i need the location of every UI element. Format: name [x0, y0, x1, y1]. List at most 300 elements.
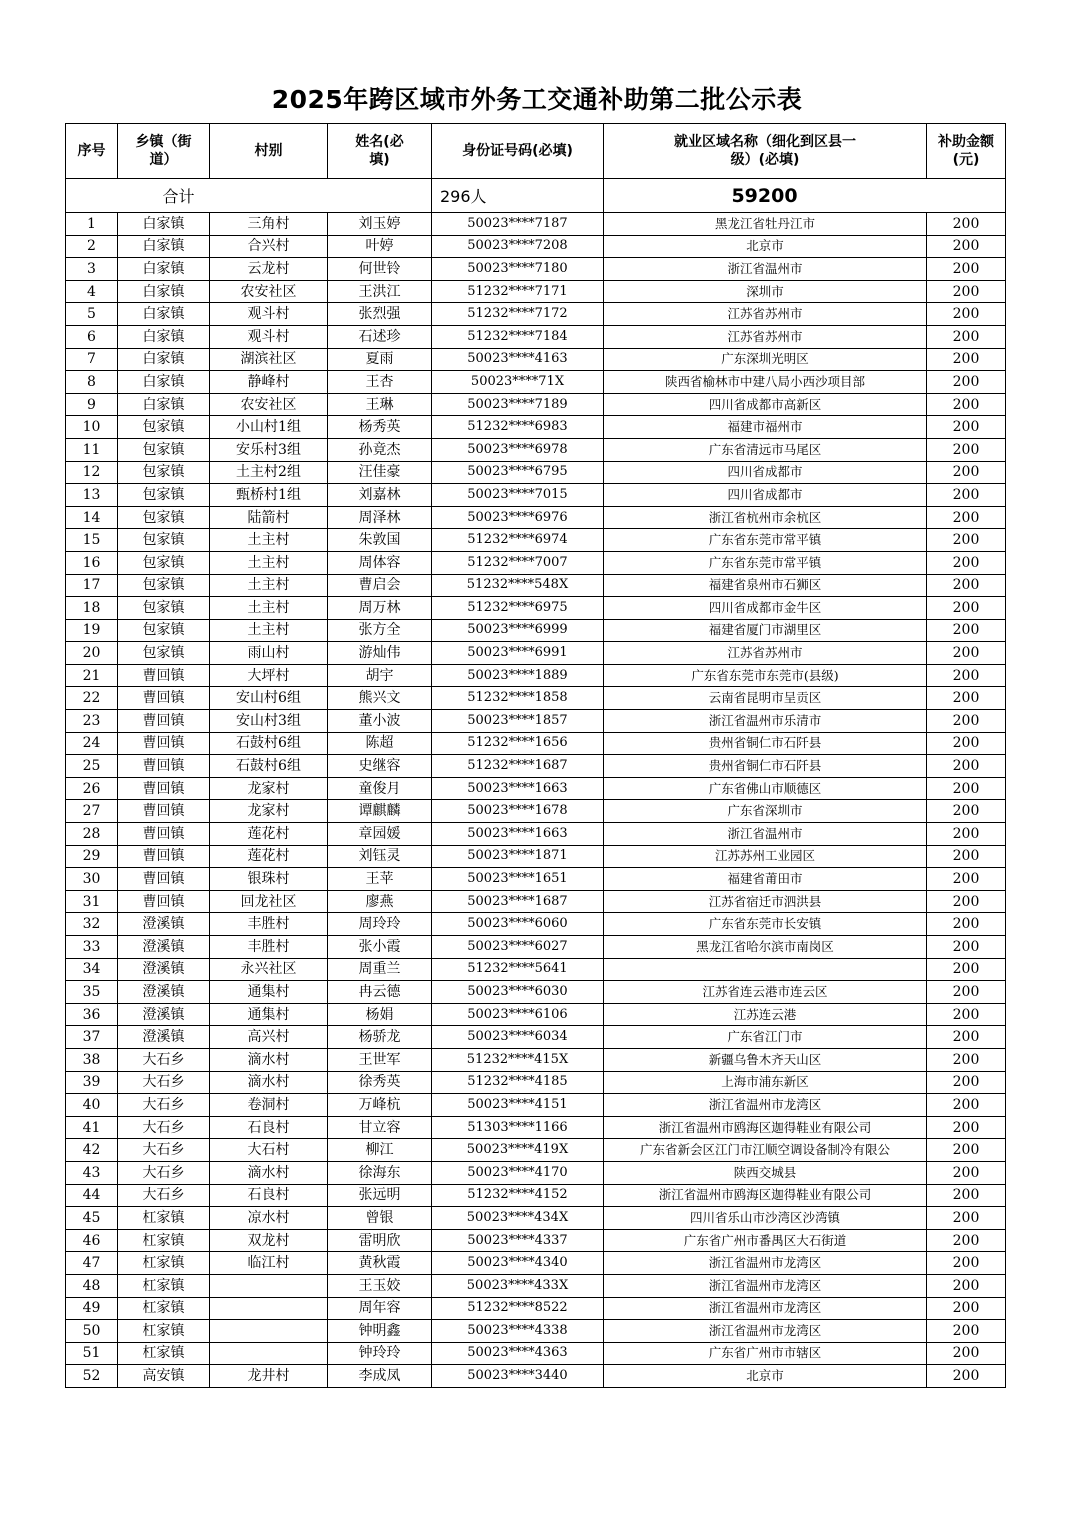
- cell-region: 广东省广州市番禺区大石街道: [604, 1229, 927, 1252]
- cell-name: 刘嘉林: [328, 484, 432, 507]
- cell-village: 安山村6组: [210, 687, 328, 710]
- cell-name: 周年容: [328, 1297, 432, 1320]
- cell-amount: 200: [927, 710, 1006, 733]
- cell-town: 白家镇: [118, 325, 210, 348]
- cell-name: 柳江: [328, 1139, 432, 1162]
- table-row: [66, 845, 1006, 868]
- cell-name: 熊兴文: [328, 687, 432, 710]
- cell-village: 静峰村: [210, 371, 328, 394]
- cell-name: 钟明鑫: [328, 1320, 432, 1343]
- cell-id: 51232****7172: [432, 303, 604, 326]
- table-row: [66, 710, 1006, 733]
- header-name: 姓名(必填): [328, 124, 432, 179]
- cell-name: 胡宇: [328, 664, 432, 687]
- cell-amount: 200: [927, 664, 1006, 687]
- cell-amount: 200: [927, 732, 1006, 755]
- cell-town: 大石乡: [118, 1048, 210, 1071]
- cell-town: 包家镇: [118, 597, 210, 620]
- cell-village: 莲花村: [210, 845, 328, 868]
- cell-id: 50023****6106: [432, 1003, 604, 1026]
- cell-village: 龙井村: [210, 1365, 328, 1388]
- cell-name: 杨骄龙: [328, 1026, 432, 1049]
- cell-town: 白家镇: [118, 235, 210, 258]
- cell-amount: 200: [927, 393, 1006, 416]
- cell-name: 王苹: [328, 868, 432, 891]
- cell-region: 浙江省温州市: [604, 258, 927, 281]
- cell-amount: 200: [927, 461, 1006, 484]
- cell-village: 甄桥村1组: [210, 484, 328, 507]
- cell-id: 51232****5641: [432, 958, 604, 981]
- cell-amount: 200: [927, 981, 1006, 1004]
- cell-seq: 14: [66, 506, 118, 529]
- cell-name: 廖燕: [328, 890, 432, 913]
- cell-id: 50023****4338: [432, 1320, 604, 1343]
- cell-village: 丰胜村: [210, 913, 328, 936]
- table-row: [66, 325, 1006, 348]
- cell-name: 石述珍: [328, 325, 432, 348]
- cell-region: 云南省昆明市呈贡区: [604, 687, 927, 710]
- cell-village: [210, 1320, 328, 1343]
- cell-seq: 33: [66, 936, 118, 959]
- cell-seq: 5: [66, 303, 118, 326]
- cell-id: 50023****419X: [432, 1139, 604, 1162]
- cell-id: 51232****7007: [432, 551, 604, 574]
- cell-seq: 9: [66, 393, 118, 416]
- cell-id: 51232****6983: [432, 416, 604, 439]
- cell-region: 浙江省温州市乐清市: [604, 710, 927, 733]
- cell-seq: 50: [66, 1320, 118, 1343]
- cell-name: 徐秀英: [328, 1071, 432, 1094]
- cell-amount: 200: [927, 823, 1006, 846]
- cell-amount: 200: [927, 1139, 1006, 1162]
- cell-seq: 48: [66, 1274, 118, 1297]
- cell-id: 50023****7187: [432, 213, 604, 236]
- cell-region: 浙江省温州市龙湾区: [604, 1320, 927, 1343]
- cell-village: 滴水村: [210, 1071, 328, 1094]
- cell-village: 卷洞村: [210, 1094, 328, 1117]
- cell-seq: 37: [66, 1026, 118, 1049]
- header-id: 身份证号码(必填): [432, 124, 604, 179]
- cell-village: 安山村3组: [210, 710, 328, 733]
- cell-amount: 200: [927, 438, 1006, 461]
- table-row: [66, 280, 1006, 303]
- cell-region: 江苏省苏州市: [604, 642, 927, 665]
- cell-name: 陈超: [328, 732, 432, 755]
- cell-name: 曾银: [328, 1207, 432, 1230]
- cell-town: 曹回镇: [118, 755, 210, 778]
- table-row: [66, 574, 1006, 597]
- cell-village: 雨山村: [210, 642, 328, 665]
- cell-id: 50023****4163: [432, 348, 604, 371]
- cell-region: 广东省东莞市长安镇: [604, 913, 927, 936]
- cell-town: 曹回镇: [118, 664, 210, 687]
- cell-village: 回龙社区: [210, 890, 328, 913]
- cell-town: 曹回镇: [118, 845, 210, 868]
- cell-village: 大石村: [210, 1139, 328, 1162]
- cell-town: 大石乡: [118, 1071, 210, 1094]
- cell-id: 50023****1678: [432, 800, 604, 823]
- cell-name: 张方全: [328, 619, 432, 642]
- cell-town: 大石乡: [118, 1161, 210, 1184]
- cell-village: [210, 1342, 328, 1365]
- cell-village: 龙家村: [210, 800, 328, 823]
- cell-village: 银珠村: [210, 868, 328, 891]
- table-row: [66, 913, 1006, 936]
- table-row: [66, 416, 1006, 439]
- table-row: [66, 1003, 1006, 1026]
- cell-town: 杠家镇: [118, 1297, 210, 1320]
- cell-id: 50023****7189: [432, 393, 604, 416]
- cell-seq: 19: [66, 619, 118, 642]
- cell-name: 甘立容: [328, 1116, 432, 1139]
- cell-village: 高兴村: [210, 1026, 328, 1049]
- cell-town: 包家镇: [118, 438, 210, 461]
- cell-id: 50023****434X: [432, 1207, 604, 1230]
- cell-region: 江苏省连云港市连云区: [604, 981, 927, 1004]
- cell-seq: 6: [66, 325, 118, 348]
- cell-town: 杠家镇: [118, 1274, 210, 1297]
- cell-region: 黑龙江省牡丹江市: [604, 213, 927, 236]
- cell-amount: 200: [927, 755, 1006, 778]
- cell-region: 北京市: [604, 235, 927, 258]
- cell-region: 浙江省温州市龙湾区: [604, 1252, 927, 1275]
- cell-seq: 4: [66, 280, 118, 303]
- cell-name: 张小霞: [328, 936, 432, 959]
- cell-region: 福建省厦门市湖里区: [604, 619, 927, 642]
- cell-name: 朱敦国: [328, 529, 432, 552]
- cell-region: 贵州省铜仁市石阡县: [604, 732, 927, 755]
- cell-name: 王洪江: [328, 280, 432, 303]
- cell-village: 丰胜村: [210, 936, 328, 959]
- cell-name: 雷明欣: [328, 1229, 432, 1252]
- cell-village: 通集村: [210, 1003, 328, 1026]
- cell-town: 澄溪镇: [118, 1003, 210, 1026]
- cell-village: 通集村: [210, 981, 328, 1004]
- cell-seq: 15: [66, 529, 118, 552]
- table-row: [66, 958, 1006, 981]
- table-row: [66, 664, 1006, 687]
- cell-region: 贵州省铜仁市石阡县: [604, 755, 927, 778]
- cell-id: 50023****6978: [432, 438, 604, 461]
- cell-id: 51232****7171: [432, 280, 604, 303]
- cell-amount: 200: [927, 777, 1006, 800]
- cell-seq: 10: [66, 416, 118, 439]
- cell-village: [210, 1274, 328, 1297]
- cell-name: 童俊月: [328, 777, 432, 800]
- table-row: [66, 755, 1006, 778]
- cell-amount: 200: [927, 1207, 1006, 1230]
- cell-town: 白家镇: [118, 258, 210, 281]
- table-row: [66, 551, 1006, 574]
- table-row: [66, 348, 1006, 371]
- cell-village: 小山村1组: [210, 416, 328, 439]
- table-row: [66, 258, 1006, 281]
- cell-name: 周玲玲: [328, 913, 432, 936]
- cell-town: 包家镇: [118, 529, 210, 552]
- cell-seq: 46: [66, 1229, 118, 1252]
- cell-region: 广东省清远市马尾区: [604, 438, 927, 461]
- table-row: [66, 303, 1006, 326]
- cell-seq: 8: [66, 371, 118, 394]
- cell-town: 杠家镇: [118, 1207, 210, 1230]
- table-row: [66, 1229, 1006, 1252]
- cell-id: 50023****4151: [432, 1094, 604, 1117]
- cell-amount: 200: [927, 800, 1006, 823]
- cell-town: 包家镇: [118, 619, 210, 642]
- cell-town: 曹回镇: [118, 800, 210, 823]
- cell-amount: 200: [927, 551, 1006, 574]
- cell-seq: 34: [66, 958, 118, 981]
- cell-region: 深圳市: [604, 280, 927, 303]
- cell-village: 土主村2组: [210, 461, 328, 484]
- table-row: [66, 371, 1006, 394]
- cell-amount: 200: [927, 484, 1006, 507]
- cell-name: 汪佳豪: [328, 461, 432, 484]
- cell-town: 大石乡: [118, 1094, 210, 1117]
- cell-region: 广东省佛山市顺德区: [604, 777, 927, 800]
- cell-region: 福建市福州市: [604, 416, 927, 439]
- table-row: [66, 981, 1006, 1004]
- cell-region: 江苏省苏州市: [604, 325, 927, 348]
- cell-seq: 3: [66, 258, 118, 281]
- cell-village: [210, 1297, 328, 1320]
- subsidy-table: [65, 123, 1006, 1388]
- cell-region: 广东省深圳市: [604, 800, 927, 823]
- cell-town: 大石乡: [118, 1116, 210, 1139]
- cell-amount: 200: [927, 529, 1006, 552]
- cell-name: 周泽林: [328, 506, 432, 529]
- cell-town: 包家镇: [118, 574, 210, 597]
- cell-id: 50023****71X: [432, 371, 604, 394]
- cell-id: 50023****1687: [432, 890, 604, 913]
- cell-village: 陆箭村: [210, 506, 328, 529]
- cell-town: 包家镇: [118, 551, 210, 574]
- cell-village: 滴水村: [210, 1048, 328, 1071]
- cell-seq: 18: [66, 597, 118, 620]
- cell-village: 永兴社区: [210, 958, 328, 981]
- cell-amount: 200: [927, 371, 1006, 394]
- cell-village: 滴水村: [210, 1161, 328, 1184]
- cell-village: 观斗村: [210, 325, 328, 348]
- cell-name: 游灿伟: [328, 642, 432, 665]
- cell-seq: 22: [66, 687, 118, 710]
- cell-id: 50023****1663: [432, 823, 604, 846]
- cell-name: 夏雨: [328, 348, 432, 371]
- cell-name: 孙竟杰: [328, 438, 432, 461]
- cell-id: 50023****6795: [432, 461, 604, 484]
- cell-town: 澄溪镇: [118, 936, 210, 959]
- cell-town: 澄溪镇: [118, 958, 210, 981]
- table-row: [66, 529, 1006, 552]
- cell-amount: 200: [927, 1026, 1006, 1049]
- cell-seq: 31: [66, 890, 118, 913]
- cell-amount: 200: [927, 235, 1006, 258]
- table-body: [66, 213, 1006, 1388]
- cell-amount: 200: [927, 1048, 1006, 1071]
- cell-id: 50023****1663: [432, 777, 604, 800]
- cell-id: 50023****7015: [432, 484, 604, 507]
- cell-region: 四川省成都市高新区: [604, 393, 927, 416]
- cell-region: 浙江省温州市龙湾区: [604, 1274, 927, 1297]
- cell-seq: 20: [66, 642, 118, 665]
- cell-name: 董小波: [328, 710, 432, 733]
- table-row: [66, 1048, 1006, 1071]
- cell-town: 包家镇: [118, 461, 210, 484]
- cell-village: 凉水村: [210, 1207, 328, 1230]
- header-amount: 补助金额(元): [927, 124, 1006, 179]
- cell-region: 浙江省杭州市余杭区: [604, 506, 927, 529]
- cell-town: 曹回镇: [118, 868, 210, 891]
- cell-town: 白家镇: [118, 280, 210, 303]
- cell-seq: 27: [66, 800, 118, 823]
- cell-id: 50023****4340: [432, 1252, 604, 1275]
- cell-region: 江苏连云港: [604, 1003, 927, 1026]
- cell-region: 江苏苏州工业园区: [604, 845, 927, 868]
- cell-region: 江苏省宿迁市泗洪县: [604, 890, 927, 913]
- table-row: [66, 393, 1006, 416]
- cell-name: 周重兰: [328, 958, 432, 981]
- total-row: [66, 179, 1006, 213]
- cell-village: 土主村: [210, 574, 328, 597]
- cell-amount: 200: [927, 303, 1006, 326]
- table-row: [66, 1026, 1006, 1049]
- cell-region: 浙江省温州市龙湾区: [604, 1297, 927, 1320]
- cell-seq: 40: [66, 1094, 118, 1117]
- cell-region: 北京市: [604, 1365, 927, 1388]
- cell-amount: 200: [927, 258, 1006, 281]
- cell-seq: 38: [66, 1048, 118, 1071]
- cell-town: 澄溪镇: [118, 981, 210, 1004]
- cell-name: 黄秋霞: [328, 1252, 432, 1275]
- cell-id: 50023****1871: [432, 845, 604, 868]
- cell-village: 土主村: [210, 619, 328, 642]
- cell-name: 王琳: [328, 393, 432, 416]
- cell-amount: 200: [927, 868, 1006, 891]
- cell-region: 浙江省温州市: [604, 823, 927, 846]
- table-row: [66, 1297, 1006, 1320]
- cell-village: 龙家村: [210, 777, 328, 800]
- cell-town: 白家镇: [118, 371, 210, 394]
- cell-amount: 200: [927, 936, 1006, 959]
- cell-seq: 44: [66, 1184, 118, 1207]
- cell-id: 50023****7208: [432, 235, 604, 258]
- cell-id: 50023****1651: [432, 868, 604, 891]
- cell-seq: 23: [66, 710, 118, 733]
- cell-amount: 200: [927, 1229, 1006, 1252]
- cell-village: 石良村: [210, 1116, 328, 1139]
- cell-seq: 39: [66, 1071, 118, 1094]
- page-title: 2025年跨区域市外务工交通补助第二批公示表: [271, 85, 803, 114]
- cell-village: 三角村: [210, 213, 328, 236]
- table-row: [66, 1365, 1006, 1388]
- table-row: [66, 1274, 1006, 1297]
- cell-id: 51232****1858: [432, 687, 604, 710]
- cell-id: 50023****433X: [432, 1274, 604, 1297]
- cell-amount: 200: [927, 619, 1006, 642]
- cell-amount: 200: [927, 280, 1006, 303]
- cell-amount: 200: [927, 1094, 1006, 1117]
- cell-town: 白家镇: [118, 393, 210, 416]
- cell-seq: 51: [66, 1342, 118, 1365]
- table-row: [66, 506, 1006, 529]
- cell-town: 曹回镇: [118, 732, 210, 755]
- cell-seq: 47: [66, 1252, 118, 1275]
- cell-town: 大石乡: [118, 1139, 210, 1162]
- cell-village: 安乐村3组: [210, 438, 328, 461]
- cell-seq: 13: [66, 484, 118, 507]
- table-row: [66, 461, 1006, 484]
- table-row: [66, 597, 1006, 620]
- cell-id: 51232****8522: [432, 1297, 604, 1320]
- cell-amount: 200: [927, 890, 1006, 913]
- cell-town: 曹回镇: [118, 890, 210, 913]
- cell-village: 湖滨社区: [210, 348, 328, 371]
- cell-seq: 12: [66, 461, 118, 484]
- cell-name: 万峰杭: [328, 1094, 432, 1117]
- header-region: 就业区域名称（细化到区县一级）(必填): [604, 124, 927, 179]
- cell-region: 广东深圳光明区: [604, 348, 927, 371]
- cell-amount: 200: [927, 213, 1006, 236]
- header-town: 乡镇（街道）: [118, 124, 210, 179]
- table-row: [66, 1320, 1006, 1343]
- cell-seq: 45: [66, 1207, 118, 1230]
- cell-region: 广东省东莞市常平镇: [604, 529, 927, 552]
- cell-region: 浙江省温州市龙湾区: [604, 1094, 927, 1117]
- cell-town: 包家镇: [118, 416, 210, 439]
- cell-region: 福建省莆田市: [604, 868, 927, 891]
- cell-amount: 200: [927, 1320, 1006, 1343]
- cell-name: 刘玉婷: [328, 213, 432, 236]
- cell-town: 白家镇: [118, 213, 210, 236]
- cell-region: 广东省广州市市辖区: [604, 1342, 927, 1365]
- cell-name: 李成凤: [328, 1365, 432, 1388]
- cell-id: 50023****7180: [432, 258, 604, 281]
- table-row: [66, 1252, 1006, 1275]
- cell-id: 51232****7184: [432, 325, 604, 348]
- cell-id: 51232****1656: [432, 732, 604, 755]
- cell-id: 50023****6034: [432, 1026, 604, 1049]
- table-row: [66, 235, 1006, 258]
- cell-town: 曹回镇: [118, 777, 210, 800]
- cell-amount: 200: [927, 958, 1006, 981]
- cell-id: 51232****6975: [432, 597, 604, 620]
- cell-seq: 1: [66, 213, 118, 236]
- cell-region: 广东省东莞市常平镇: [604, 551, 927, 574]
- cell-town: 包家镇: [118, 506, 210, 529]
- cell-region: 陕西省榆林市中建八局小西沙项目部: [604, 371, 927, 394]
- cell-amount: 200: [927, 1161, 1006, 1184]
- cell-seq: 29: [66, 845, 118, 868]
- cell-seq: 16: [66, 551, 118, 574]
- table-row: [66, 868, 1006, 891]
- table-row: [66, 890, 1006, 913]
- cell-village: 云龙村: [210, 258, 328, 281]
- cell-amount: 200: [927, 642, 1006, 665]
- cell-seq: 28: [66, 823, 118, 846]
- cell-seq: 25: [66, 755, 118, 778]
- cell-seq: 43: [66, 1161, 118, 1184]
- cell-seq: 30: [66, 868, 118, 891]
- cell-town: 曹回镇: [118, 710, 210, 733]
- cell-amount: 200: [927, 1071, 1006, 1094]
- cell-name: 何世铃: [328, 258, 432, 281]
- table-row: [66, 642, 1006, 665]
- cell-id: 50023****6976: [432, 506, 604, 529]
- cell-seq: 24: [66, 732, 118, 755]
- cell-region: 黑龙江省哈尔滨市南岗区: [604, 936, 927, 959]
- total-label: 合计: [66, 179, 432, 213]
- cell-name: 史继容: [328, 755, 432, 778]
